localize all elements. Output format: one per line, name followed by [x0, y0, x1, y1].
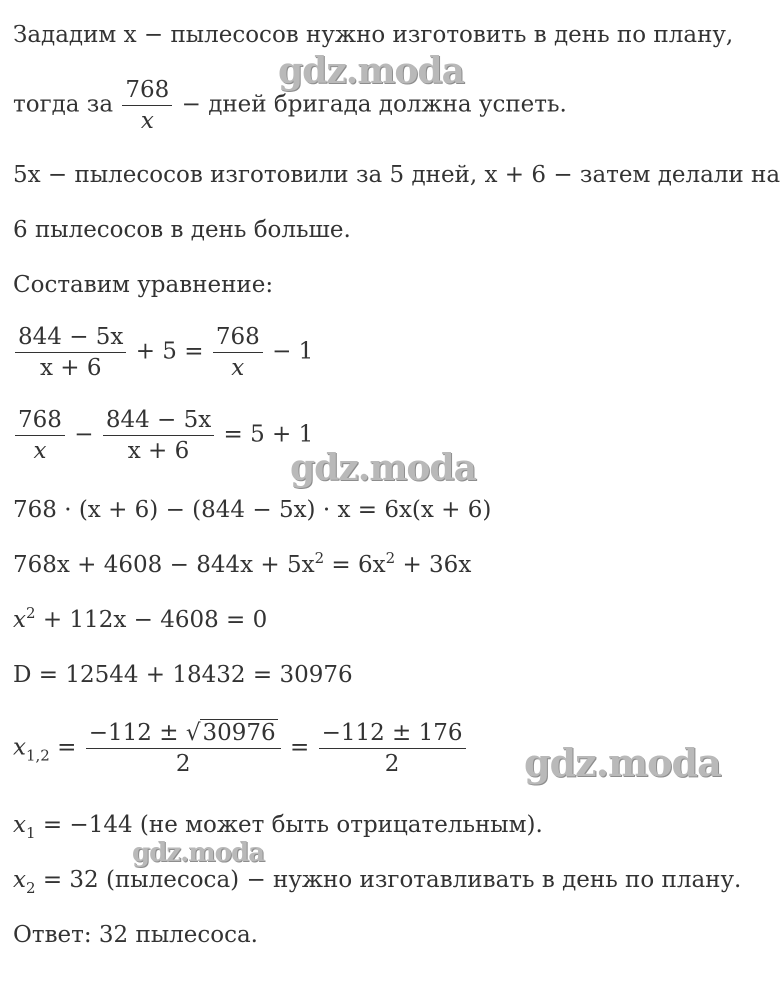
roots-denominator-value: 2	[384, 751, 400, 777]
fraction-768-over-x	[122, 75, 172, 136]
root-2-var: x	[13, 867, 26, 893]
equation-roots	[13, 718, 468, 779]
eq4-part-b: = 6x	[324, 552, 386, 578]
eq1-fraction-right	[213, 322, 263, 383]
eq2-fraction-right	[103, 405, 214, 466]
days-suffix: − дней бригада должна успеть.	[181, 91, 567, 118]
eq2-numerator-left: 768	[15, 405, 65, 436]
line-define-x: Зададим x − пылесосов нужно изготовить в день по плану,	[13, 22, 734, 48]
eq2-denominator-right: x + 6	[127, 438, 190, 464]
eq1-numerator-right: 768	[213, 322, 263, 353]
fraction-denominator: x	[140, 108, 154, 134]
equation-2	[13, 405, 313, 466]
roots-equals: =	[49, 734, 77, 761]
roots-var: x	[13, 734, 26, 761]
eq1-end: − 1	[272, 338, 314, 365]
roots-equals-2: =	[289, 734, 310, 761]
watermark-1: gdz.moda	[278, 50, 464, 92]
eq1-denominator-right: x	[231, 355, 245, 381]
eq2-denominator-left: x	[33, 438, 47, 464]
equation-5	[13, 605, 267, 635]
root-2-subscript: 2	[25, 879, 36, 897]
root-2-text: = 32 (пылесоса) − нужно изготавливать в день по плану.	[35, 867, 742, 893]
sqrt-radicand: 30976	[202, 720, 276, 746]
eq2-middle: −	[74, 421, 94, 448]
eq5-rest: + 112x − 4608 = 0	[35, 607, 268, 633]
eq2-fraction-left	[15, 405, 65, 466]
roots-denominator-sqrt: 2	[175, 751, 191, 777]
eq1-fraction-left	[15, 322, 126, 383]
root-1-text: = −144 (не может быть отрицательным).	[35, 812, 543, 838]
answer: Ответ: 32 пылесоса.	[13, 922, 258, 948]
roots-fraction-value	[319, 718, 466, 779]
square-root	[186, 718, 278, 748]
watermark-3: gdz.moda	[524, 740, 721, 785]
eq4-exponent-1: 2	[314, 549, 325, 567]
eq1-denominator-left: x + 6	[39, 355, 102, 381]
line-more-per-day: 6 пылесосов в день больше.	[13, 217, 351, 243]
eq1-middle: + 5 =	[135, 338, 204, 365]
equation-1	[13, 322, 313, 383]
days-prefix: тогда за	[13, 91, 114, 118]
root-1-subscript: 1	[25, 824, 36, 842]
roots-numerator-sqrt	[86, 718, 281, 749]
roots-numerator-value: −112 ± 176	[319, 718, 466, 749]
roots-numerator-prefix: −112 ±	[88, 720, 186, 746]
equation-discriminant: D = 12544 + 18432 = 30976	[13, 662, 353, 688]
fraction-numerator: 768	[122, 75, 172, 106]
watermark-2: gdz.moda	[290, 447, 476, 489]
root-2	[13, 865, 741, 895]
roots-fraction-sqrt	[86, 718, 281, 779]
eq2-numerator-right: 844 − 5x	[103, 405, 214, 436]
eq2-end: = 5 + 1	[223, 421, 314, 448]
sqrt-symbol: √	[185, 720, 201, 746]
equation-3: 768 · (x + 6) − (844 − 5x) · x = 6x(x + 6)	[13, 497, 492, 523]
eq5-var: x	[13, 607, 26, 633]
eq1-numerator-left: 844 − 5x	[15, 322, 126, 353]
eq4-exponent-2: 2	[385, 549, 396, 567]
eq4-part-c: + 36x	[395, 552, 472, 578]
line-first-days: 5x − пылесосов изготовили за 5 дней, x + 6 − затем делали на	[13, 162, 781, 188]
equation-4	[13, 550, 471, 580]
eq4-part-a: 768x + 4608 − 844x + 5x	[13, 552, 315, 578]
root-1	[13, 810, 543, 840]
line-compose-equation: Составим уравнение:	[13, 272, 274, 298]
roots-subscript: 1,2	[25, 746, 50, 765]
watermark-4: gdz.moda	[132, 838, 265, 868]
eq5-exponent: 2	[25, 604, 36, 622]
root-1-var: x	[13, 812, 26, 838]
